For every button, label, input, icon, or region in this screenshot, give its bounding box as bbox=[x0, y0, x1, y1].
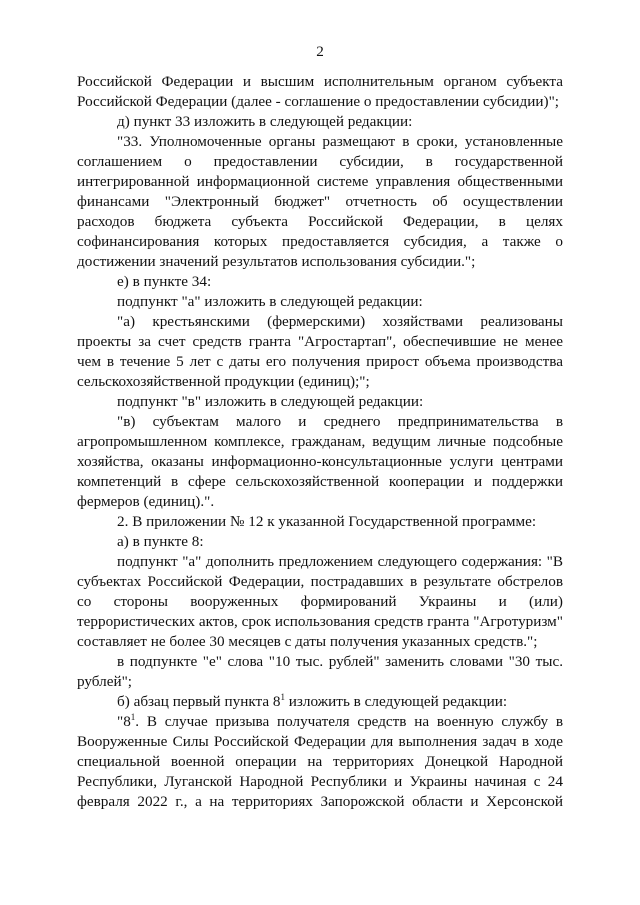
paragraph-13-superscript: 1 bbox=[280, 692, 285, 702]
paragraph-11: подпункт "а" дополнить предложением следующего содержания: "В субъектах Российской Федерации, пострадавших в результате обстрелов со стороны вооруженных формирований Украины и (или) террористических актов, срок использования средств гранта "Агротуризм" составляет не более 30 месяцев с даты получения указанных средств."; bbox=[77, 553, 563, 650]
paragraph-6: "а) крестьянскими (фермерскими) хозяйствами реализованы проекты за счет средств гранта "Агростартап", обеспечившие не менее чем в течение 5 лет с даты его получения прирост объема производства сельскохозяйственной продукции (единиц);"; bbox=[77, 313, 563, 390]
paragraph-8: "в) субъектам малого и среднего предпринимательства в агропромышленном комплексе, гражданам, ведущим личные подсобные хозяйства, оказаны информационно-консультационные услуги центрами компетенций в сфере сельскохозяйственной кооперации и поддержки фермеров (единиц).". bbox=[77, 413, 563, 510]
paragraph-3: "33. Уполномоченные органы размещают в сроки, установленные соглашением о предоставлении субсидии, в государственной интегрированной информационной системе управления общественными финансами "Электронный бюджет" отчетность об осуществлении расходов бюджета субъекта Российской Федерации, в целях софинансирования которых предоставляется субсидия, а также о достижении значений результатов использования субсидии."; bbox=[77, 133, 563, 270]
paragraph-14 bbox=[77, 712, 563, 812]
paragraph-13 bbox=[77, 692, 563, 712]
paragraph-10: а) в пункте 8: bbox=[117, 533, 204, 550]
paragraph-4: е) в пункте 34: bbox=[117, 273, 212, 290]
paragraph-14-superscript: 1 bbox=[130, 712, 136, 722]
paragraph-7: подпункт "в" изложить в следующей редакции: bbox=[117, 393, 424, 410]
page-number: 2 bbox=[316, 43, 324, 60]
paragraph-13-text-b: изложить в следующей редакции: bbox=[284, 693, 508, 710]
paragraph-14-text-a: "8 bbox=[117, 713, 131, 730]
paragraph-1: Российской Федерации и высшим исполнительным органом субъекта Российской Федерации (далее - соглашение о предоставлении субсидии)"; bbox=[77, 73, 563, 110]
paragraph-14-text-b: . В случае призыва получателя средств на военную службу в Вооруженные Силы Российской Федерации для выполнения задач в ходе специальной военной операции на территориях Донецкой Народной Республики, Луганской Народной Республики и Украины начиная с 24 февраля 2022 г., а на территориях Запорожской области и Херсонской bbox=[77, 713, 563, 810]
document-body bbox=[77, 72, 563, 812]
paragraph-12: в подпункте "е" слова "10 тыс. рублей" заменить словами "30 тыс. рублей"; bbox=[77, 653, 563, 690]
paragraph-5: подпункт "а" изложить в следующей редакции: bbox=[117, 293, 423, 310]
paragraph-2: д) пункт 33 изложить в следующей редакции: bbox=[117, 113, 413, 130]
paragraph-13-text-a: б) абзац первый пункта 8 bbox=[117, 693, 281, 710]
paragraph-9: 2. В приложении № 12 к указанной Государственной программе: bbox=[117, 513, 537, 530]
